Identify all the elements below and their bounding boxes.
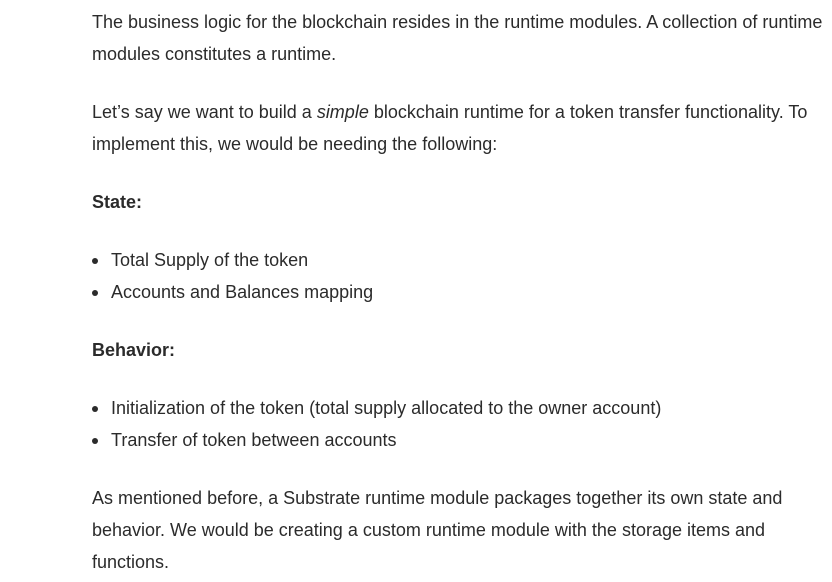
list-item-text: Transfer of token between accounts: [111, 430, 397, 450]
goal-paragraph: [92, 96, 828, 160]
behavior-heading: Behavior:: [92, 340, 176, 360]
state-list: [92, 244, 828, 308]
list-item: [92, 276, 828, 308]
goal-emphasis: simple: [316, 102, 369, 122]
list-item: [92, 392, 828, 424]
goal-text-start: Let’s say we want to build a: [92, 102, 317, 122]
bullet-icon: [92, 290, 98, 296]
bullet-icon: [92, 258, 98, 264]
bullet-icon: [92, 406, 98, 412]
list-item: [92, 244, 828, 276]
list-item-text: Total Supply of the token: [111, 250, 309, 270]
article-body: [92, 6, 828, 578]
goal-text-end: blockchain runtime for a token transfer functionality. To implement this, we would be needing the following:: [92, 102, 808, 154]
bullet-icon: [92, 438, 98, 444]
state-heading: State:: [92, 192, 143, 212]
intro-paragraph: The business logic for the blockchain resides in the runtime modules. A collection of runtime modules constitutes a runtime.: [92, 12, 823, 64]
list-item-text: Accounts and Balances mapping: [111, 282, 374, 302]
summary-paragraph: As mentioned before, a Substrate runtime module packages together its own state and behavior. We would be creating a custom runtime module with the storage items and functions.: [92, 488, 783, 572]
behavior-list: [92, 392, 828, 456]
list-item: [92, 424, 828, 456]
list-item-text: Initialization of the token (total supply allocated to the owner account): [111, 398, 662, 418]
